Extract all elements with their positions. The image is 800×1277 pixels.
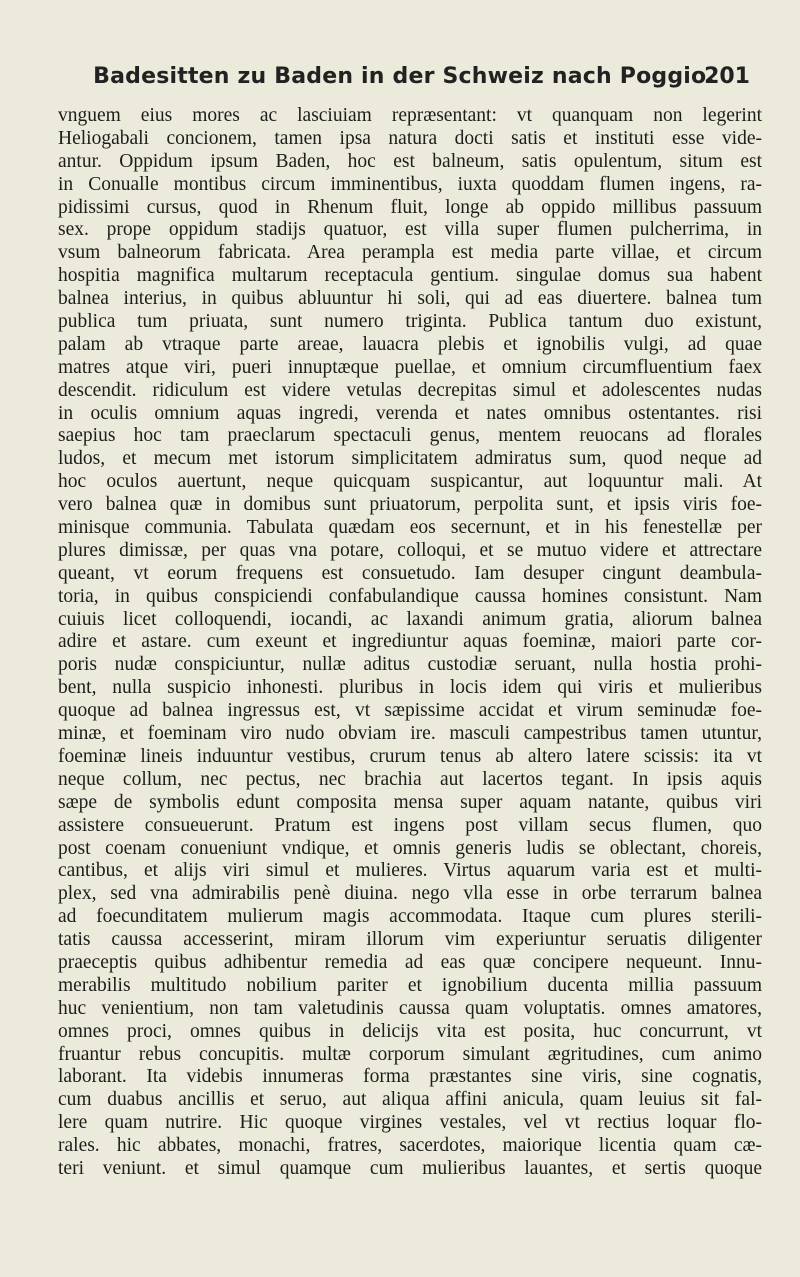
- page-number: 201: [704, 64, 750, 89]
- text-line: vnguem eius mores ac lasciuiam repræsentant: vt quanquam non legerint: [58, 105, 762, 126]
- text-line: post coenam conueniunt vndique, et omnis generis ludis se oblectant, choreis,: [58, 837, 762, 859]
- running-title: Badesitten zu Baden in der Schweiz nach Poggio.: [93, 64, 715, 89]
- text-line: sæpe de symbolis edunt composita mensa super aquam natante, quibus viri: [58, 791, 762, 813]
- text-line: vsum balneorum fabricata. Area perampla est media parte villae, et circum: [58, 242, 762, 264]
- text-line: plex, sed vna admirabilis penè diuina. nego vlla esse in orbe terrarum balnea: [58, 883, 762, 905]
- text-line: adire et astare. cum exeunt et ingrediuntur aquas foeminæ, maiori parte cor-: [58, 631, 762, 653]
- text-line: praeceptis quibus adhibentur remedia ad eas quæ concipere nequeunt. Innu-: [58, 951, 762, 973]
- text-line: sex. prope oppidum stadijs quatuor, est villa super flumen pulcherrima, in: [58, 219, 762, 241]
- text-line: in oculis omnium aquas ingredi, verenda et nates omnibus ostentantes. risi: [58, 402, 762, 424]
- text-line: matres atque viri, pueri innuptæque puellae, et omnium circumfluentium faex: [58, 356, 762, 378]
- text-line: teri veniunt. et simul quamque cum mulieribus lauantes, et sertis quoque: [58, 1157, 762, 1179]
- text-line: ad foecunditatem mulierum magis accommodata. Itaque cum plures sterili-: [58, 906, 762, 928]
- text-line: quoque ad balnea ingressus est, vt sæpissime accidat et virum seminudæ foe-: [58, 700, 762, 722]
- text-line: pidissimi cursus, quod in Rhenum fluit, longe ab oppido millibus passuum: [58, 196, 762, 218]
- text-line: ludos, et mecum met istorum simplicitatem admiratus sum, quod neque ad: [58, 448, 762, 470]
- text-line: cuiuis licet colloquendi, iocandi, ac laxandi animum gratia, aliorum balnea: [58, 608, 762, 630]
- text-line: plures dimissæ, per quas vna potare, colloqui, et se mutuo videre et attrectare: [58, 539, 762, 561]
- text-line: lere quam nutrire. Hic quoque virgines vestales, vel vt rectius loquar flo-: [58, 1112, 762, 1134]
- text-line: minæ, et foeminam viro nudo obviam ire. masculi campestribus tamen utuntur,: [58, 723, 762, 745]
- text-line: rales. hic abbates, monachi, fratres, sacerdotes, maiorique licentia quam cæ-: [58, 1135, 762, 1157]
- text-line: foeminæ lineis induuntur vestibus, crurum tenus ab altero latere scissis: ita vt: [58, 745, 762, 767]
- text-line: fruantur rebus concupitis. multæ corporum simulant ægritudines, cum animo: [58, 1043, 762, 1065]
- text-line: saepius hoc tam praeclarum spectaculi genus, mentem reuocans ad florales: [58, 425, 762, 447]
- text-line: minisque communia. Tabulata quædam eos secernunt, et in his fenestellæ per: [58, 517, 762, 539]
- text-line: toria, in quibus conspiciendi confabulandique caussa homines consistunt. Nam: [58, 585, 762, 607]
- text-line: balnea interius, in quibus abluuntur hi soli, qui ad eas diuertere. balnea tum: [58, 288, 762, 310]
- text-line: omnes proci, omnes quibus in delicijs vita est posita, huc concurrunt, vt: [58, 1020, 762, 1042]
- body-text: [58, 105, 762, 1181]
- text-line: tatis caussa accesserint, miram illorum vim experiuntur seruatis diligenter: [58, 929, 762, 951]
- text-line: assistere consueuerunt. Pratum est ingens post villam secus flumen, quo: [58, 814, 762, 836]
- text-line: neque collum, nec pectus, nec brachia aut lacertos tegant. In ipsis aquis: [58, 768, 762, 790]
- text-line: queant, vt eorum frequens est consuetudo. Iam desuper cingunt deambula-: [58, 562, 762, 584]
- text-line: bent, nulla suspicio inhonesti. pluribus in locis idem qui viris et mulieribus: [58, 677, 762, 699]
- text-line: hospitia magnifica multarum receptacula gentium. singulae domus sua habent: [58, 265, 762, 287]
- running-head: [58, 64, 750, 94]
- text-line: Heliogabali concionem, tamen ipsa natura docti satis et instituti esse vide-: [58, 127, 762, 149]
- text-line: cum duabus ancillis et seruo, aut aliqua affini anicula, quam leuius sit fal-: [58, 1089, 762, 1111]
- text-line: merabilis multitudo nobilium pariter et ignobilium ducenta millia passuum: [58, 974, 762, 996]
- text-line: publica tum priuata, sunt numero triginta. Publica tantum duo existunt,: [58, 311, 762, 333]
- text-line: antur. Oppidum ipsum Baden, hoc est balneum, satis opulentum, situm est: [58, 150, 762, 172]
- text-line: palam ab vtraque parte areae, lauacra plebis et ignobilis vulgi, ad quae: [58, 333, 762, 355]
- text-line: cantibus, et alijs viri simul et mulieres. Virtus aquarum varia est et multi-: [58, 860, 762, 882]
- text-line: huc venientium, non tam valetudinis caussa quam voluptatis. omnes amatores,: [58, 997, 762, 1019]
- text-line: in Conualle montibus circum imminentibus, iuxta quoddam flumen ingens, ra-: [58, 173, 762, 195]
- text-line: laborant. Ita videbis innumeras forma præstantes sine viris, sine cognatis,: [58, 1066, 762, 1088]
- text-line: descendit. ridiculum est videre vetulas decrepitas simul et adolescentes nudas: [58, 379, 762, 401]
- text-line: vero balnea quæ in domibus sunt priuatorum, perpolita sunt, et ipsis viris foe-: [58, 494, 762, 516]
- text-line: hoc oculos auertunt, neque quicquam suspicantur, aut loquuntur mali. At: [58, 471, 762, 493]
- text-line: poris nudæ conspiciuntur, nullæ aditus custodiæ seruant, nulla hostia prohi-: [58, 654, 762, 676]
